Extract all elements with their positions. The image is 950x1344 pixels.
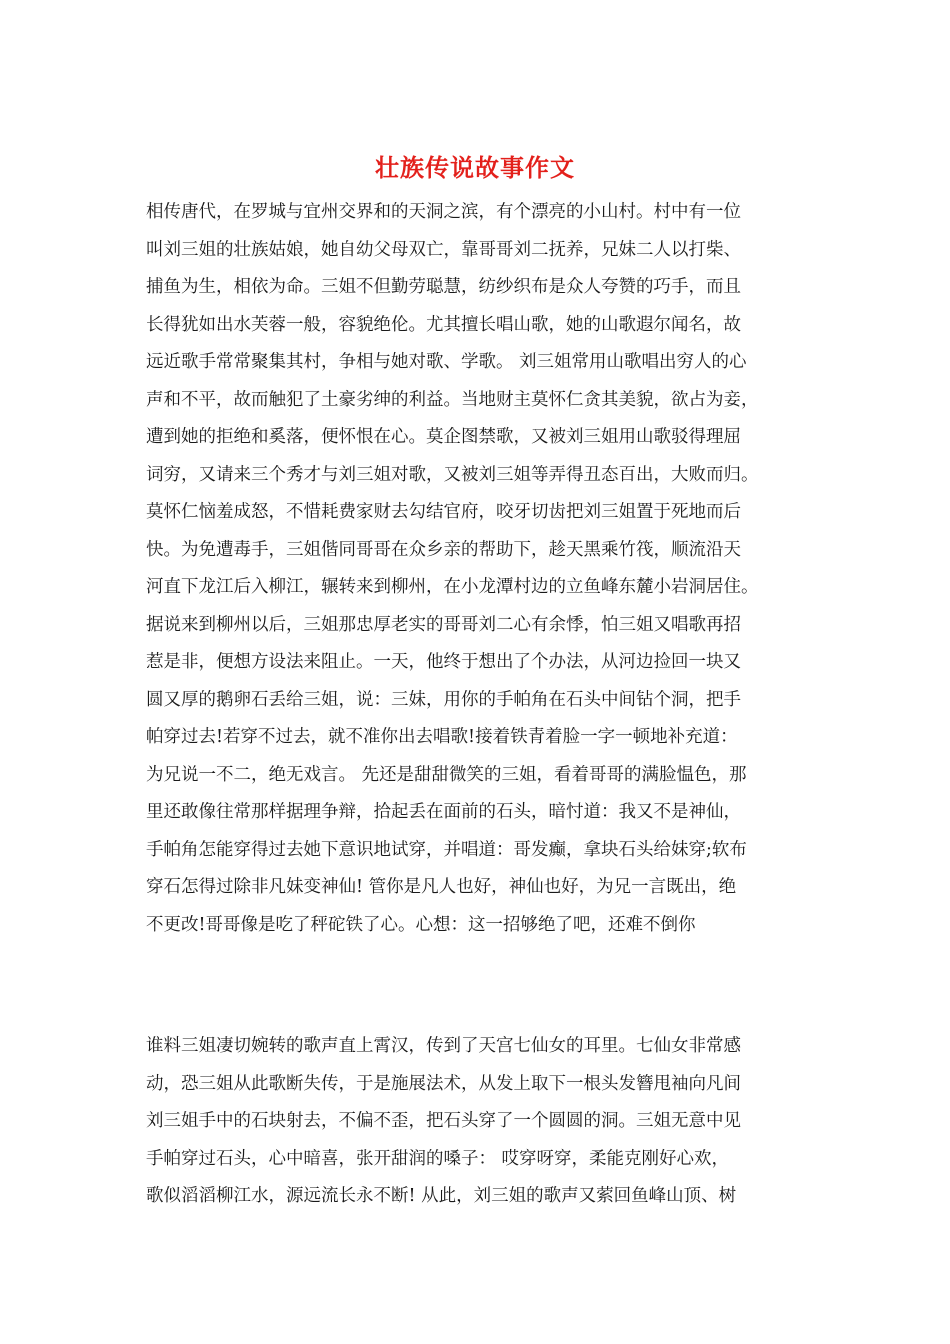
text-line: 动，恐三姐从此歌断失传，于是施展法术，从发上取下一根头发簪甩袖向凡间 xyxy=(146,1073,741,1094)
text-line: 刘三姐手中的石块射去，不偏不歪，把石头穿了一个圆圆的洞。三姐无意中见 xyxy=(146,1111,741,1131)
text-line: 惹是非，便想方设法来阻止。一天，他终于想出了个办法，从河边捡回一块又 xyxy=(146,652,741,672)
text-line: 捕鱼为生，相依为命。三姐不但勤劳聪慧，纺纱织布是众人夸赞的巧手，而且 xyxy=(146,277,741,297)
text-line: 词穷，又请来三个秀才与刘三姐对歌，又被刘三姐等弄得丑态百出，大败而归。 xyxy=(146,464,759,485)
text-line: 叫刘三姐的壮族姑娘，她自幼父母双亡，靠哥哥刘二抚养，兄妹二人以打柴、 xyxy=(146,239,741,260)
document-title: 壮族传说故事作文 xyxy=(375,153,575,182)
text-line: 河直下龙江后入柳江，辗转来到柳州，在小龙潭村边的立鱼峰东麓小岩洞居住。 xyxy=(146,577,759,597)
text-line: 相传唐代，在罗城与宜州交界和的天洞之滨，有个漂亮的小山村。村中有一位 xyxy=(146,202,741,222)
text-line: 据说来到柳州以后，三姐那忠厚老实的哥哥刘二心有余悸，怕三姐又唱歌再招 xyxy=(146,614,741,635)
text-line: 长得犹如出水芙蓉一般，容貌绝伦。尤其擅长唱山歌，她的山歌遐尔闻名，故 xyxy=(146,314,741,335)
story-paragraph-block-2 xyxy=(146,1028,816,1216)
text-line: 手帕角怎能穿得过去她下意识地试穿，并唱道：哥发癫，拿块石头给妹穿;软布 xyxy=(146,839,747,860)
text-line: 远近歌手常常聚集其村，争相与她对歌、学歌。 刘三姐常用山歌唱出穷人的心 xyxy=(146,352,747,372)
text-line: 穿石怎得过除非凡妹变神仙! 管你是凡人也好，神仙也好，为兄一言既出，绝 xyxy=(146,877,737,897)
text-line: 谁料三姐凄切婉转的歌声直上霄汉，传到了天宫七仙女的耳里。七仙女非常感 xyxy=(146,1036,741,1056)
text-line: 手帕穿过石头，心中暗喜，张开甜润的嗓子： 哎穿呀穿，柔能克刚好心欢， xyxy=(146,1148,730,1169)
text-line: 帕穿过去!若穿不过去，就不准你出去唱歌!接着铁青着脸一字一顿地补充道： xyxy=(146,727,738,747)
text-line: 圆又厚的鹅卵石丢给三姐，说：三妹，用你的手帕角在石头中间钻个洞，把手 xyxy=(146,689,741,710)
text-line: 不更改!哥哥像是吃了秤砣铁了心。心想：这一招够绝了吧，还难不倒你 xyxy=(146,914,696,935)
text-line: 快。为免遭毒手，三姐偕同哥哥在众乡亲的帮助下，趁天黑乘竹筏，顺流沿天 xyxy=(146,539,741,560)
text-line: 为兄说一不二，绝无戏言。 先还是甜甜微笑的三姐，看着哥哥的满脸愠色，那 xyxy=(146,764,747,785)
text-line: 遭到她的拒绝和奚落，便怀恨在心。莫企图禁歌，又被刘三姐用山歌驳得理屈 xyxy=(146,427,741,447)
text-line: 里还敢像往常那样据理争辩，拾起丢在面前的石头，暗忖道：我又不是神仙， xyxy=(146,802,741,822)
text-line: 声和不平，故而触犯了土豪劣绅的利益。当地财主莫怀仁贪其美貌，欲占为妾， xyxy=(146,389,759,410)
text-line: 歌似滔滔柳江水，源远流长永不断! 从此，刘三姐的歌声又萦回鱼峰山顶、树 xyxy=(146,1186,737,1206)
story-paragraph-block-1 xyxy=(146,194,816,944)
text-line: 莫怀仁恼羞成怒，不惜耗费家财去勾结官府，咬牙切齿把刘三姐置于死地而后 xyxy=(146,502,741,522)
